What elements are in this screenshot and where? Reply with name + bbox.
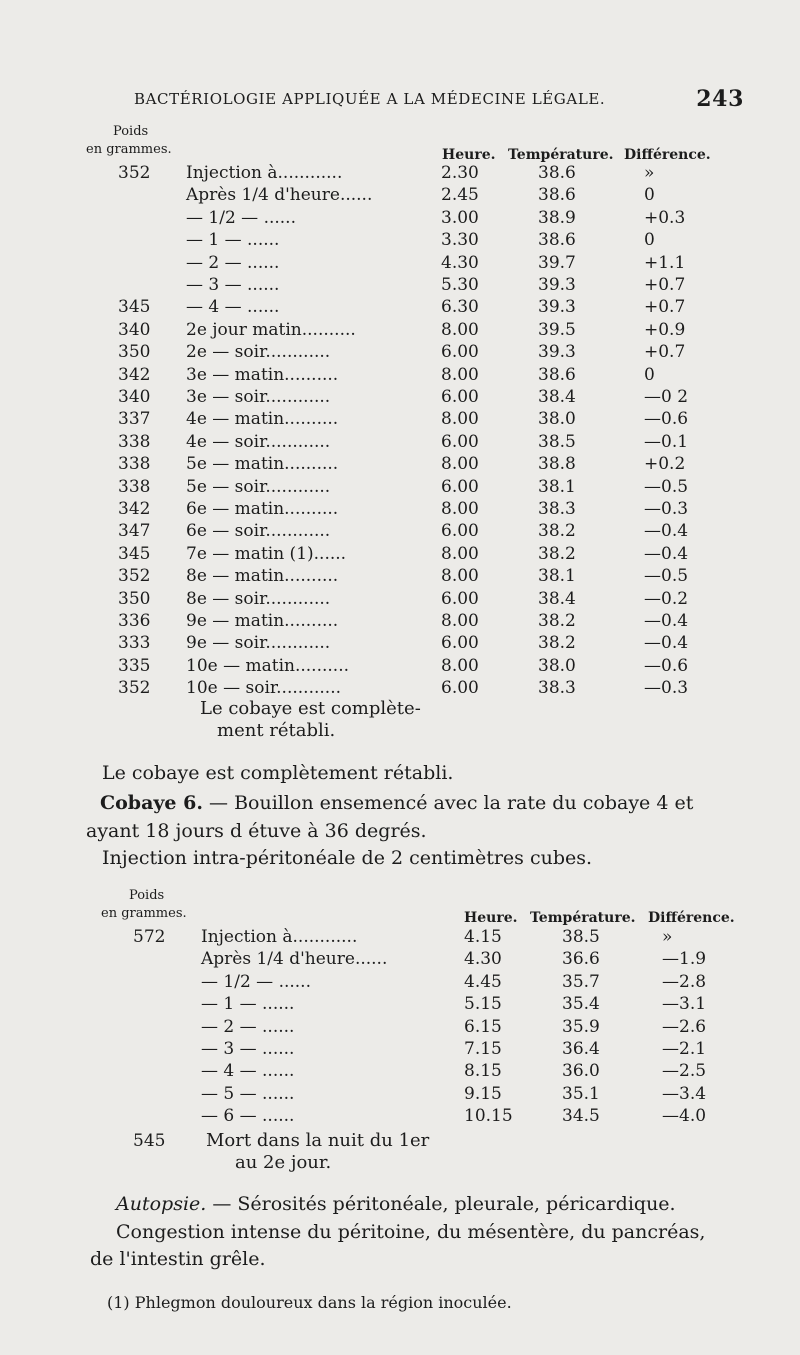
label-cell: 6e — soir............ (186, 521, 331, 542)
label-cell: — 1/2 — ...... (201, 971, 311, 992)
diff-cell: —2.5 (662, 1061, 707, 1082)
temp-cell: 39.3 (538, 297, 576, 318)
diff-cell: —3.1 (662, 994, 707, 1015)
weight-cell: 342 (118, 499, 151, 519)
label-cell: — 5 — ...... (201, 1083, 295, 1104)
hour-cell: 3.00 (441, 207, 479, 228)
hour-cell: 8.00 (441, 543, 479, 564)
label-cell: Injection à............ (186, 163, 343, 183)
temp-cell: 38.0 (538, 409, 576, 430)
label-cell: 8e — soir............ (186, 588, 331, 609)
weight-cell: 352 (118, 678, 151, 699)
temp-cell: 36.6 (562, 949, 600, 970)
label-cell: Après 1/4 d'heure...... (201, 949, 388, 970)
hour-cell: 9.15 (464, 1083, 502, 1104)
weight-cell: 352 (118, 566, 151, 587)
label-cell: 8e — matin.......... (186, 566, 339, 587)
weight-cell: 350 (118, 342, 151, 363)
weight-cell: 345 (118, 297, 151, 318)
temp-cell: 35.9 (562, 1016, 600, 1037)
autopsy-line1 (116, 1191, 676, 1217)
diff-cell: —0.4 (644, 633, 689, 654)
label-cell: — 2 — ...... (186, 252, 280, 273)
hour-cell: 8.00 (441, 566, 479, 587)
temp-cell: 39.7 (538, 252, 576, 273)
t1-diff-header: Différence. (624, 147, 711, 163)
weight-cell: 333 (118, 633, 151, 654)
diff-cell: —0.3 (644, 678, 689, 699)
weight-cell: 342 (118, 364, 151, 385)
label-cell: 9e — matin.......... (186, 611, 339, 631)
hour-cell: 8.15 (464, 1061, 502, 1082)
hour-cell: 4.45 (464, 971, 502, 992)
label-cell: — 4 — ...... (186, 297, 280, 318)
diff-cell: 0 (644, 185, 655, 206)
label-cell: 4e — soir............ (186, 431, 331, 452)
hour-cell: 8.00 (441, 319, 479, 340)
temp-cell: 38.4 (538, 588, 576, 609)
diff-cell: —0.3 (644, 499, 689, 519)
label-cell: — 1/2 — ...... (186, 207, 296, 228)
weight-cell: 337 (118, 409, 151, 430)
diff-cell: +1.1 (644, 252, 686, 273)
t1-hour-header: Heure. (442, 147, 496, 163)
temp-cell: 38.6 (538, 185, 576, 206)
weight-cell: 350 (118, 588, 151, 609)
temp-cell: 38.2 (538, 543, 576, 564)
hour-cell: 6.30 (441, 297, 479, 318)
diff-cell: —0.2 (644, 588, 689, 609)
t1-note-line2: ment rétabli. (217, 720, 336, 741)
label-cell: 5e — soir............ (186, 476, 331, 497)
t1-temp-header: Température. (508, 147, 614, 163)
label-cell: 3e — matin.......... (186, 364, 339, 385)
diff-cell: —0.6 (644, 655, 689, 676)
hour-cell: 5.30 (441, 275, 479, 295)
label-cell: — 3 — ...... (201, 1039, 295, 1059)
temp-cell: 38.2 (538, 611, 576, 631)
hour-cell: 7.15 (464, 1039, 502, 1059)
diff-cell: —0 2 (644, 387, 689, 407)
weight-cell: 335 (118, 655, 151, 676)
diff-cell: —0.6 (644, 409, 689, 430)
diff-cell: —1.9 (662, 949, 707, 970)
label-cell: — 3 — ...... (186, 275, 280, 295)
weight-cell: 345 (118, 543, 151, 564)
diff-cell: —0.4 (644, 543, 689, 564)
diff-cell: —0.5 (644, 476, 689, 497)
diff-cell: 0 (644, 230, 655, 251)
diff-cell: +0.3 (644, 207, 686, 228)
diff-cell: —2.8 (662, 971, 707, 992)
temp-cell: 35.7 (562, 971, 600, 992)
diff-cell: +0.2 (644, 454, 686, 475)
temp-cell: 38.3 (538, 499, 576, 519)
hour-cell: 4.30 (441, 252, 479, 273)
page-number: 243 (696, 86, 744, 112)
temp-cell: 36.0 (562, 1061, 600, 1082)
temp-cell: 38.0 (538, 655, 576, 676)
temp-cell: 38.8 (538, 454, 576, 475)
temp-cell: 38.3 (538, 678, 576, 699)
autopsy-label: Autopsie. (116, 1193, 207, 1215)
hour-cell: 2.30 (441, 163, 479, 183)
temp-cell: 38.5 (538, 431, 576, 452)
temp-cell: 39.5 (538, 319, 576, 340)
t2-weight-header-2: en grammes. (101, 906, 187, 921)
diff-cell: —4.0 (662, 1106, 707, 1127)
label-cell: 4e — matin.......... (186, 409, 339, 430)
hour-cell: 2.45 (441, 185, 479, 206)
label-cell: 2e jour matin.......... (186, 319, 356, 340)
hour-cell: 6.00 (441, 588, 479, 609)
temp-cell: 38.1 (538, 566, 576, 587)
label-cell: Après 1/4 d'heure...... (186, 185, 373, 206)
temp-cell: 39.3 (538, 342, 576, 363)
t2-weight-header-1: Poids (129, 888, 165, 903)
hour-cell: 5.15 (464, 994, 502, 1015)
diff-cell: —2.6 (662, 1016, 707, 1037)
weight-cell: 338 (118, 431, 151, 452)
temp-cell: 34.5 (562, 1106, 600, 1127)
diff-cell: —0.4 (644, 521, 689, 542)
t2-death-line2: au 2e jour. (235, 1152, 332, 1173)
weight-cell: 336 (118, 611, 151, 631)
weight-cell: 352 (118, 163, 151, 183)
autopsy-line1-text: — Sérosités péritonéale, pleurale, péricardique. (206, 1193, 676, 1215)
injection-line: Injection intra-péritonéale de 2 centimètres cubes. (102, 847, 593, 869)
t1-note-line1: Le cobaye est complète- (200, 698, 421, 719)
diff-cell: » (662, 927, 673, 947)
hour-cell: 6.00 (441, 387, 479, 407)
temp-cell: 39.3 (538, 275, 576, 295)
t2-temp-header: Température. (530, 910, 636, 926)
hour-cell: 10.15 (464, 1106, 513, 1127)
label-cell: 10e — soir............ (186, 678, 342, 699)
t1-weight-header-1: Poids (113, 124, 149, 139)
diff-cell: +0.7 (644, 342, 686, 363)
diff-cell: —0.1 (644, 431, 689, 452)
temp-cell: 38.2 (538, 633, 576, 654)
label-cell: 10e — matin.......... (186, 655, 350, 676)
hour-cell: 4.30 (464, 949, 502, 970)
weight-cell: 340 (118, 319, 151, 340)
diff-cell: —2.1 (662, 1039, 707, 1059)
footnote: (1) Phlegmon douloureux dans la région inoculée. (107, 1293, 512, 1312)
label-cell: 2e — soir............ (186, 342, 331, 363)
label-cell: — 2 — ...... (201, 1016, 295, 1037)
weight-cell: 572 (133, 927, 166, 947)
hour-cell: 8.00 (441, 655, 479, 676)
label-cell: 6e — matin.......... (186, 499, 339, 519)
recovered-line: Le cobaye est complètement rétabli. (102, 762, 454, 784)
weight-cell: 340 (118, 387, 151, 407)
t2-hour-header: Heure. (464, 910, 518, 926)
running-title: BACTÉRIOLOGIE APPLIQUÉE A LA MÉDECINE LÉGALE. (134, 90, 606, 108)
temp-cell: 38.6 (538, 230, 576, 251)
diff-cell: » (644, 163, 655, 183)
hour-cell: 6.00 (441, 678, 479, 699)
temp-cell: 35.4 (562, 994, 600, 1015)
label-cell: — 1 — ...... (201, 994, 295, 1015)
temp-cell: 38.2 (538, 521, 576, 542)
cobaye6-line2: ayant 18 jours d étuve à 36 degrés. (86, 820, 427, 842)
weight-cell: 347 (118, 521, 151, 542)
temp-cell: 35.1 (562, 1083, 600, 1104)
t2-death-line1: Mort dans la nuit du 1er (206, 1130, 430, 1151)
t2-diff-header: Différence. (648, 910, 735, 926)
temp-cell: 36.4 (562, 1039, 600, 1059)
temp-cell: 38.5 (562, 927, 600, 947)
hour-cell: 6.00 (441, 342, 479, 363)
hour-cell: 8.00 (441, 611, 479, 631)
t2-death-weight: 545 (133, 1131, 166, 1151)
t1-weight-header-2: en grammes. (86, 142, 172, 157)
temp-cell: 38.6 (538, 163, 576, 183)
cobaye6-line1 (100, 790, 693, 816)
cobaye6-title: Cobaye 6. (100, 792, 203, 814)
diff-cell: 0 (644, 364, 655, 385)
hour-cell: 8.00 (441, 499, 479, 519)
hour-cell: 6.00 (441, 521, 479, 542)
hour-cell: 6.00 (441, 633, 479, 654)
label-cell: 5e — matin.......... (186, 454, 339, 475)
weight-cell: 338 (118, 454, 151, 475)
hour-cell: 8.00 (441, 409, 479, 430)
hour-cell: 6.00 (441, 476, 479, 497)
cobaye6-line1-text: — Bouillon ensemencé avec la rate du cobaye 4 et (202, 792, 694, 814)
label-cell: Injection à............ (201, 927, 358, 947)
autopsy-line3: de l'intestin grêle. (90, 1248, 266, 1270)
autopsy-line2: Congestion intense du péritoine, du mésentère, du pancréas, (116, 1221, 706, 1243)
label-cell: 9e — soir............ (186, 633, 331, 654)
diff-cell: —0.4 (644, 611, 689, 631)
hour-cell: 8.00 (441, 454, 479, 475)
weight-cell: 338 (118, 476, 151, 497)
label-cell: 7e — matin (1)...... (186, 543, 347, 564)
temp-cell: 38.9 (538, 207, 576, 228)
hour-cell: 4.15 (464, 927, 502, 947)
label-cell: 3e — soir............ (186, 387, 331, 407)
label-cell: — 1 — ...... (186, 230, 280, 251)
diff-cell: +0.9 (644, 319, 686, 340)
hour-cell: 6.15 (464, 1016, 502, 1037)
diff-cell: —3.4 (662, 1083, 707, 1104)
label-cell: — 6 — ...... (201, 1106, 295, 1127)
hour-cell: 3.30 (441, 230, 479, 251)
diff-cell: —0.5 (644, 566, 689, 587)
hour-cell: 6.00 (441, 431, 479, 452)
hour-cell: 8.00 (441, 364, 479, 385)
temp-cell: 38.4 (538, 387, 576, 407)
temp-cell: 38.1 (538, 476, 576, 497)
diff-cell: +0.7 (644, 275, 686, 295)
label-cell: — 4 — ...... (201, 1061, 295, 1082)
temp-cell: 38.6 (538, 364, 576, 385)
diff-cell: +0.7 (644, 297, 686, 318)
